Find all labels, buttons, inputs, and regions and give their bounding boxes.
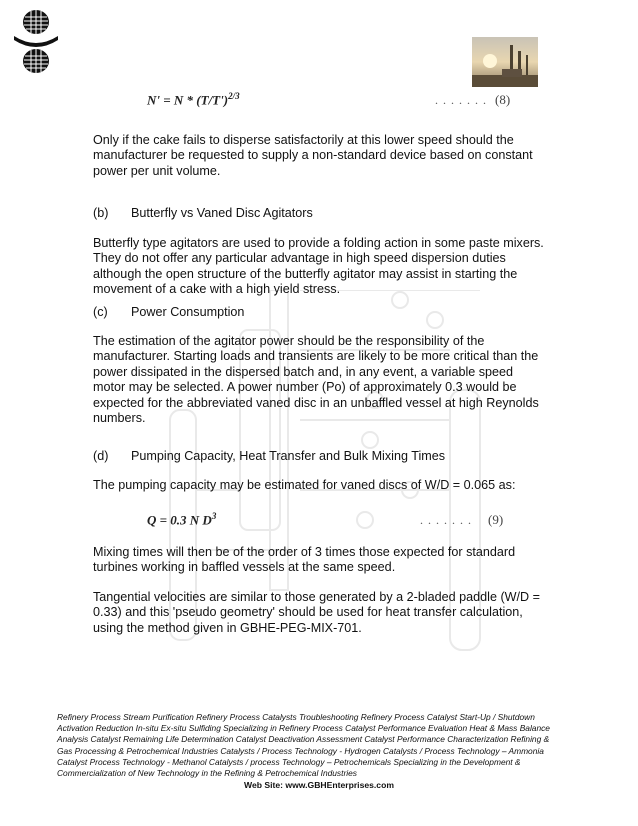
footer-website[interactable]: Web Site: www.GBHEnterprises.com [244, 780, 394, 790]
paragraph-mixing-times: Mixing times will then be of the order of 3 times those expected for standard turbines working in baffled vessels at the same speed. [93, 545, 516, 575]
refinery-photo [472, 37, 538, 87]
gbh-logo-icon [10, 6, 62, 76]
equation-9-number: . . . . . . . (9) [420, 512, 504, 527]
equation-8: $N' = N * (T/T')^{2/3}$ [147, 91, 240, 108]
footer-services-text: Refinery Process Stream Purification Refinery Process Catalysts Troubleshooting Refinery Process Catalyst Start-Up / Shutdown Activation Reduction In-situ Ex-situ Sulfiding Specializing in Refinery Process Catalyst Performance Evaluation Heat & Mass Balance Analysis Catalyst Remaining Life Determination Catalyst Deactivation Assessment Catalyst Performance Characterization Refining & Gas Processing & Petrochemical Industries Catalysts / Process Technology - Hydrogen Catalysts / Process Technology – Ammonia Catalyst Process Technology - Methanol Catalysts / process Technology – Petrochemicals Specializing in the Development & Commercialization of New Technology in the Refining & Petrochemical Industries [57, 712, 550, 779]
section-c-heading: (c) Power Consumption [93, 305, 245, 319]
section-b-heading: (b) Butterfly vs Vaned Disc Agitators [93, 206, 313, 220]
paragraph-butterfly: Butterfly type agitators are used to provide a folding action in some paste mixers. They do not offer any particular advantage in high speed dispersion duties although the open structure of the butterfly agitator may assist in starting the movement of a cake with a high yield stress. [93, 236, 544, 297]
paragraph-power: The estimation of the agitator power should be the responsibility of the manufacturer. Starting loads and transients are likely to be more critical than the power dissipated in the dispersed batch and, in any event, a variable speed motor may be selected. A power number (Po) of approximately 0.3 would be expected for the abbreviated vaned disc in an unbaffled vessel at high Reynolds numbers. [93, 334, 539, 426]
equation-8-number: . . . . . . . (8) [435, 92, 511, 107]
paragraph-tangential: Tangential velocities are similar to those generated by a 2-bladed paddle (W/D = 0.33) and this 'pseudo geometry' should be used for heat transfer calculation, using the method given in GBHE-PEG-MIX-701. [93, 590, 540, 635]
paragraph-cake-disperse: Only if the cake fails to disperse satisfactorily at this lower speed should the manufacturer be requested to supply a non-standard device based on constant power per unit volume. [93, 133, 533, 178]
section-d-heading: (d) Pumping Capacity, Heat Transfer and Bulk Mixing Times [93, 449, 446, 463]
paragraph-pumping: The pumping capacity may be estimated for vaned discs of W/D = 0.065 as: [93, 478, 516, 492]
equation-9: Q = 0.3 N $D^3$ [147, 511, 217, 528]
